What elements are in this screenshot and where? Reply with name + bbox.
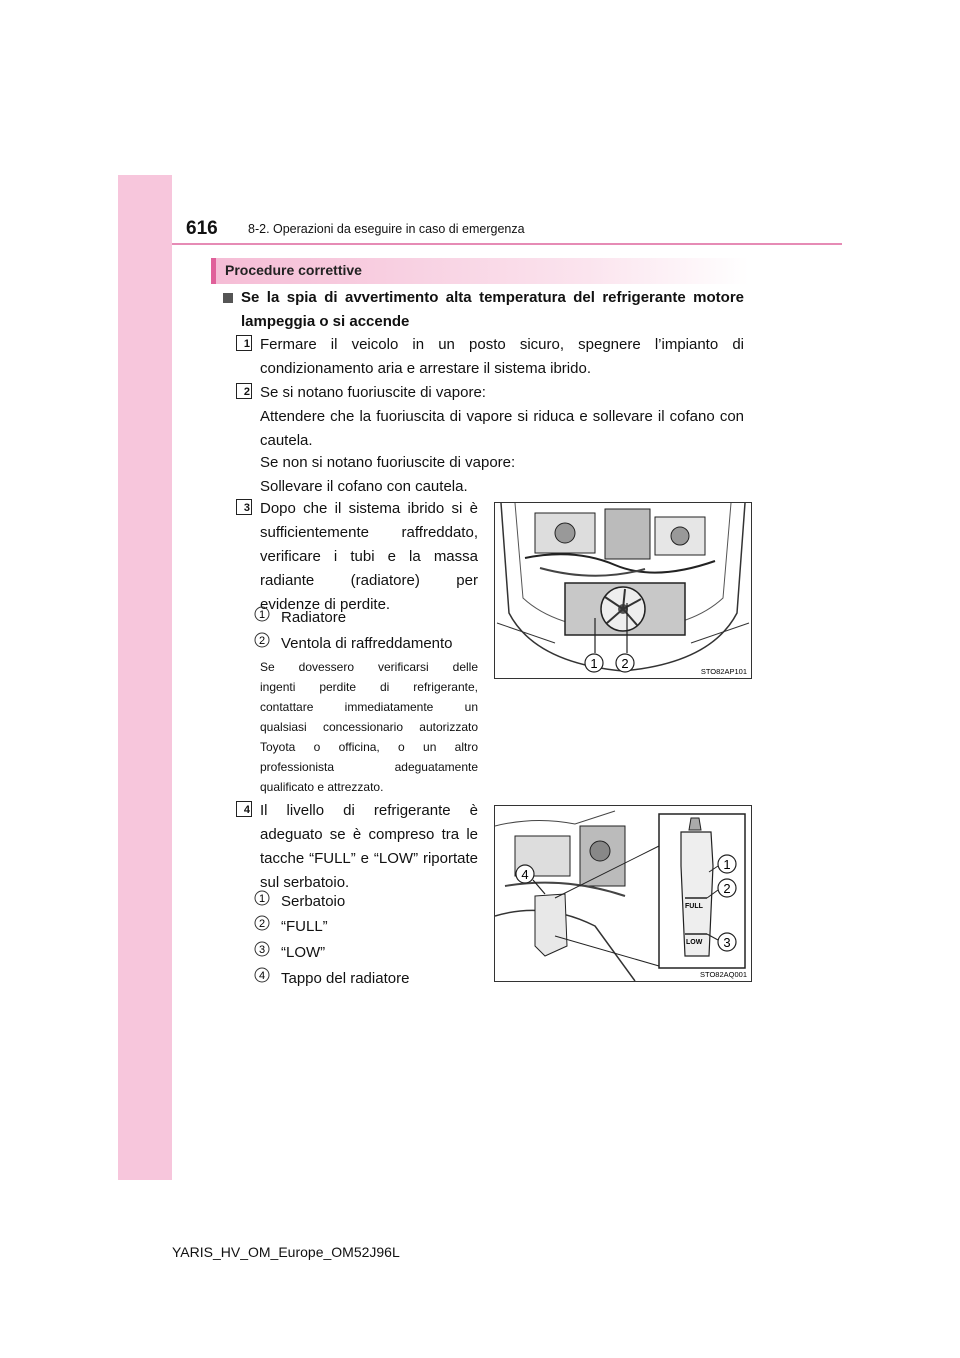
step-3-note-line7: qualificato e attrezzato. [260, 780, 384, 794]
step-3-line1: Dopo che il sistema ibrido si è [260, 500, 478, 517]
callout-text: 1 [258, 893, 266, 905]
section-title: Procedure correttive [225, 262, 362, 278]
callout-text: 1 [258, 609, 266, 621]
step-2-line5: Sollevare il cofano con cautela. [260, 478, 468, 495]
step-4-line3: tacche “FULL” e “LOW” riportate [260, 850, 478, 867]
figure-2-callout-3: 3 [723, 935, 731, 950]
step-3-badge: 3 [236, 499, 252, 515]
section-accent [211, 258, 216, 284]
figure-1-code: STO82AP101 [700, 667, 747, 676]
figure-2-callout-2: 2 [723, 881, 731, 896]
warning-heading-line1: Se la spia di avvertimento alta temperatura del refrigerante motore [241, 289, 744, 306]
figure-1-callout-2: 2 [621, 656, 629, 671]
circled-2-icon [254, 632, 270, 648]
step-4-item-low: “LOW” [281, 944, 326, 961]
page-side-tab [118, 175, 172, 1180]
step-2-line4: Se non si notano fuoriuscite di vapore: [260, 454, 516, 471]
step-4-line4: sul serbatoio. [260, 874, 350, 891]
step-1-line1: Fermare il veicolo in un posto sicuro, spegnere l’impianto di [260, 336, 744, 353]
engine-bay-figure [494, 502, 752, 679]
step-3-note-line6: professionista adeguatamente [260, 760, 478, 774]
step-4-line1: Il livello di refrigerante è [260, 802, 478, 819]
circled-3-icon [254, 941, 270, 957]
step-3-item-radiatore: Radiatore [281, 609, 347, 626]
step-4-item-tappo: Tappo del radiatore [281, 970, 410, 987]
header-rule [172, 243, 842, 245]
callout-text: 4 [258, 970, 266, 982]
square-bullet-icon [222, 292, 234, 304]
chapter-title: 8-2. Operazioni da eseguire in caso di emergenza [248, 222, 525, 236]
step-2-line3: cautela. [260, 432, 313, 449]
callout-text: 3 [258, 944, 266, 956]
step-3-line5: evidenze di perdite. [260, 596, 391, 613]
step-3-note-line4: qualsiasi concessionario autorizzato [260, 720, 478, 734]
figure-1-callout-1: 1 [590, 656, 598, 671]
figure-2-callout-4: 4 [521, 867, 529, 882]
figure-2-code: STO82AQ001 [700, 970, 747, 979]
warning-heading-line2: lampeggia o si accende [241, 313, 410, 330]
full-mark: FULL [685, 903, 703, 910]
circled-1-icon [254, 606, 270, 622]
step-2-line2: Attendere che la fuoriuscita di vapore si riduca e sollevare il cofano con [260, 408, 744, 425]
low-mark: LOW [686, 939, 703, 946]
step-4-line2: adeguato se è compreso tra le [260, 826, 478, 843]
step-3-item-ventola: Ventola di raffreddamento [281, 635, 453, 652]
step-1-badge: 1 [236, 335, 252, 351]
step-2-line1: Se si notano fuoriuscite di vapore: [260, 384, 486, 401]
step-3-note-line3: contattare immediatamente un [260, 700, 478, 714]
document-footer: YARIS_HV_OM_Europe_OM52J96L [172, 1244, 400, 1260]
step-3-line2: sufficientemente raffreddato, [260, 524, 478, 541]
section-heading-bar [211, 258, 749, 284]
step-3-line4: radiante (radiatore) per [260, 572, 478, 589]
figure-2-callout-1: 1 [723, 857, 731, 872]
circled-1-icon [254, 890, 270, 906]
step-4-item-full: “FULL” [281, 918, 328, 935]
step-4-badge: 4 [236, 801, 252, 817]
circled-4-icon [254, 967, 270, 983]
step-3-note-line2: ingenti perdite di refrigerante, [260, 680, 478, 694]
step-1-line2: condizionamento aria e arrestare il sistema ibrido. [260, 360, 591, 377]
callout-text: 2 [258, 918, 266, 930]
step-3-note-line1: Se dovessero verificarsi delle [260, 660, 478, 674]
circled-2-icon [254, 915, 270, 931]
step-2-badge: 2 [236, 383, 252, 399]
step-4-item-serbatoio: Serbatoio [281, 893, 346, 910]
page-number: 616 [186, 218, 218, 239]
step-3-note-line5: Toyota o officina, o un altro [260, 740, 478, 754]
callout-text: 2 [258, 635, 266, 647]
coolant-reservoir-figure [494, 805, 752, 982]
step-3-line3: verificare i tubi e la massa [260, 548, 478, 565]
